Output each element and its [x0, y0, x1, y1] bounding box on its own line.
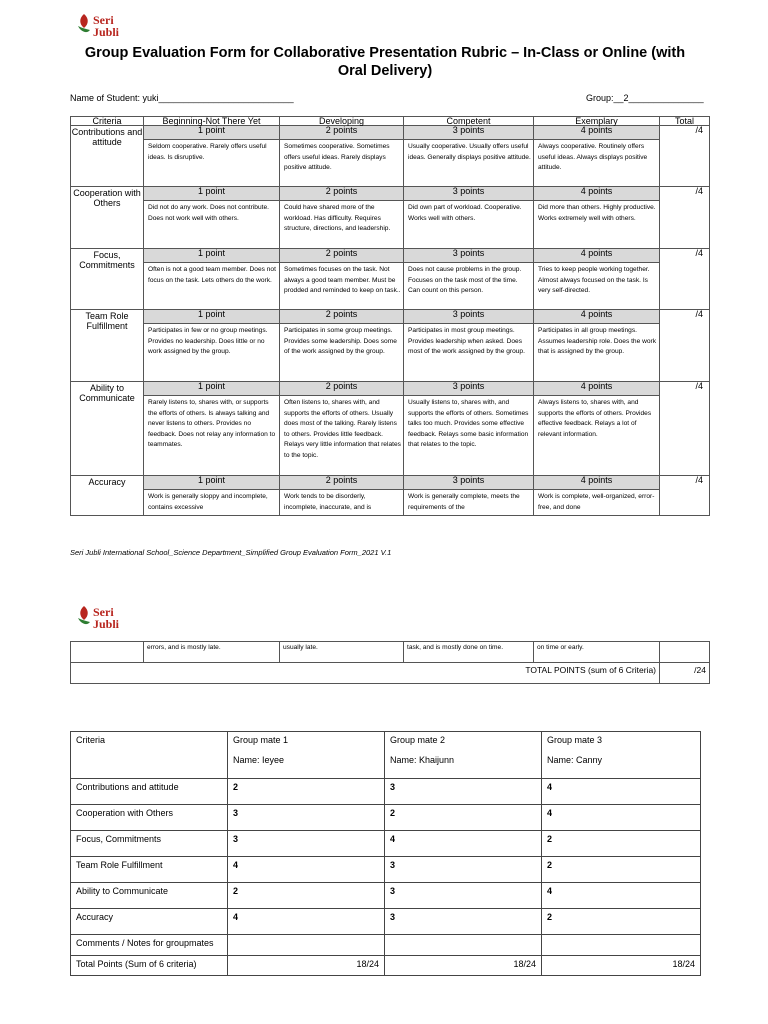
- score-cell: 4: [228, 857, 385, 883]
- descriptor-cell: errors, and is mostly late.: [144, 642, 280, 663]
- score-row: [71, 857, 701, 883]
- row-total: /4: [660, 249, 710, 310]
- comments-cell: [542, 935, 701, 956]
- points-cell: 1 point: [144, 249, 280, 263]
- row-total: /4: [660, 476, 710, 516]
- descriptor-cell: Participates in some group meetings. Provides some leadership. Does some of the work assigned by the group.: [280, 324, 404, 382]
- student-name-field: Name of Student: yuki___________________________: [70, 93, 294, 103]
- school-logo: [76, 12, 128, 42]
- points-cell: 1 point: [144, 310, 280, 324]
- criterion-label: Cooperation with Others: [71, 805, 228, 831]
- rubric-header-row: [71, 117, 710, 126]
- group-field: Group:__2_______________: [586, 93, 704, 103]
- criterion-label: Ability to Communicate: [71, 883, 228, 909]
- criterion-label: Focus, Commitments: [71, 249, 144, 310]
- rubric-desc-row: [71, 263, 710, 310]
- points-cell: 4 points: [534, 382, 660, 396]
- row-total: /4: [660, 187, 710, 249]
- points-cell: 4 points: [534, 126, 660, 140]
- descriptor-cell: Participates in most group meetings. Provides leadership when asked. Does most of the work assigned by the group.: [404, 324, 534, 382]
- criterion-label: Contributions and attitude: [71, 779, 228, 805]
- row-total: /4: [660, 126, 710, 187]
- row-total: /4: [660, 382, 710, 476]
- score-cell: 2: [228, 883, 385, 909]
- column-header: Total: [660, 117, 710, 126]
- descriptor-cell: Did not do any work. Does not contribute. Does not work well with others.: [144, 201, 280, 249]
- descriptor-cell: Usually cooperative. Usually offers useful ideas. Generally displays positive attitude.: [404, 140, 534, 187]
- points-cell: 1 point: [144, 126, 280, 140]
- descriptor-cell: [534, 490, 660, 516]
- footer-note: Seri Jubli International School_Science Department_Simplified Group Evaluation Form_2021 V.1: [70, 548, 392, 557]
- descriptor-cell: Sometimes cooperative. Sometimes offers useful ideas. Rarely displays positive attitude.: [280, 140, 404, 187]
- groupmate-name: Name: Canny: [547, 755, 603, 765]
- points-cell: 2 points: [280, 476, 404, 490]
- descriptor-cell: Participates in all group meetings. Assumes leadership role. Does the work that is assigned by the group.: [534, 324, 660, 382]
- column-header: Criteria: [71, 732, 228, 779]
- score-row: [71, 909, 701, 935]
- score-cell: 4: [542, 779, 701, 805]
- descriptor-cell: Did own part of workload. Cooperative. Works well with others.: [404, 201, 534, 249]
- total-points-value: /24: [660, 663, 710, 684]
- points-cell: 4 points: [534, 187, 660, 201]
- leaf-emblem-icon: [76, 604, 92, 630]
- points-cell: 3 points: [404, 382, 534, 396]
- logo-text-line1: Seri: [93, 13, 114, 27]
- total-cell: 18/24: [228, 956, 385, 976]
- points-cell: 1 point: [144, 382, 280, 396]
- score-cell: 2: [228, 779, 385, 805]
- column-header: Developing: [280, 117, 404, 126]
- points-cell: 3 points: [404, 249, 534, 263]
- rubric-points-row: [71, 310, 710, 324]
- descriptor-cell: [144, 490, 280, 516]
- score-cell: 2: [542, 831, 701, 857]
- points-cell: 2 points: [280, 187, 404, 201]
- points-cell: 1 point: [144, 187, 280, 201]
- score-row: [71, 831, 701, 857]
- total-cell: 18/24: [542, 956, 701, 976]
- descriptor-cell: [404, 490, 534, 516]
- score-cell: 4: [542, 883, 701, 909]
- groupmate-scores-table: [70, 731, 701, 976]
- descriptor-cell: usually late.: [280, 642, 404, 663]
- descriptor-cell: Does not cause problems in the group. Focuses on the task most of the time. Can count on this person.: [404, 263, 534, 310]
- criterion-label: Team Role Fulfillment: [71, 310, 144, 382]
- column-header: Exemplary: [534, 117, 660, 126]
- rubric-points-row: [71, 187, 710, 201]
- descriptor-cell: Often is not a good team member. Does not focus on the task. Lets others do the work.: [144, 263, 280, 310]
- rubric-points-row: [71, 382, 710, 396]
- comments-cell: [228, 935, 385, 956]
- points-cell: 2 points: [280, 249, 404, 263]
- score-row: [71, 779, 701, 805]
- descriptor-cell: Usually listens to, shares with, and supports the efforts of others. Sometimes talks too much. Provides some effective feedback. Relays some basic information that relates to the topic.: [404, 396, 534, 476]
- rubric-points-row: [71, 476, 710, 490]
- points-cell: 4 points: [534, 476, 660, 490]
- descriptor-cell: Sometimes focuses on the task. Not always a good team member. Must be prodded and reminded to keep on task..: [280, 263, 404, 310]
- descriptor-cell: Often listens to, shares with, and supports the efforts of others. Usually does most of the talking. Rarely listens to others. Provides little feedback. Relays very little information that relates to the topic.: [280, 396, 404, 476]
- total-label: Total Points (Sum of 6 criteria): [71, 956, 228, 976]
- score-cell: 3: [385, 909, 542, 935]
- empty-cell: [660, 642, 710, 663]
- descriptor-cell: Seldom cooperative. Rarely offers useful ideas. Is disruptive.: [144, 140, 280, 187]
- points-cell: 3 points: [404, 476, 534, 490]
- score-cell: 3: [228, 805, 385, 831]
- comments-cell: [385, 935, 542, 956]
- score-row: [71, 805, 701, 831]
- criterion-label: Accuracy: [71, 476, 144, 516]
- rubric-desc-row: [71, 140, 710, 187]
- score-cell: 4: [385, 831, 542, 857]
- rubric-desc-row: [71, 396, 710, 476]
- descriptor-cell: Did more than others. Highly productive. Works extremely well with others.: [534, 201, 660, 249]
- groupmate-header: [385, 732, 542, 779]
- groupmate-title: Group mate 2: [390, 735, 446, 745]
- points-cell: 3 points: [404, 126, 534, 140]
- groupmate-title: Group mate 1: [233, 735, 289, 745]
- total-points-row: [71, 663, 710, 684]
- continuation-row: [71, 642, 710, 663]
- comments-label: Comments / Notes for groupmates: [71, 935, 228, 956]
- page-title: Group Evaluation Form for Collaborative Presentation Rubric – In-Class or Online (with Oral Delivery): [84, 45, 686, 79]
- total-points-label: TOTAL POINTS (sum of 6 Criteria): [71, 663, 660, 684]
- descriptor-text: Work is generally sloppy and incomplete, contains excessive: [148, 493, 268, 511]
- points-cell: 2 points: [280, 310, 404, 324]
- groupmate-header: [228, 732, 385, 779]
- score-cell: 4: [228, 909, 385, 935]
- criterion-label: Focus, Commitments: [71, 831, 228, 857]
- points-cell: 1 point: [144, 476, 280, 490]
- descriptor-text: Work is generally complete, meets the requirements of the: [408, 493, 520, 511]
- score-row: [71, 883, 701, 909]
- groupmate-title: Group mate 3: [547, 735, 603, 745]
- score-cell: 3: [385, 779, 542, 805]
- rubric-table: [70, 116, 710, 516]
- comments-row: [71, 935, 701, 956]
- groupmate-total-row: [71, 956, 701, 976]
- row-total: /4: [660, 310, 710, 382]
- criterion-label: Cooperation with Others: [71, 187, 144, 249]
- points-cell: 3 points: [404, 310, 534, 324]
- points-cell: 4 points: [534, 249, 660, 263]
- logo-text-line2: Jubli: [93, 25, 120, 39]
- descriptor-cell: on time or early.: [534, 642, 660, 663]
- groupmate-header-row: [71, 732, 701, 779]
- descriptor-cell: Always cooperative. Routinely offers useful ideas. Always displays positive attitude.: [534, 140, 660, 187]
- score-cell: 3: [228, 831, 385, 857]
- column-header: Competent: [404, 117, 534, 126]
- points-cell: 3 points: [404, 187, 534, 201]
- criterion-label: Ability to Communicate: [71, 382, 144, 476]
- criterion-label: Contributions and attitude: [71, 126, 144, 187]
- descriptor-cell: [280, 490, 404, 516]
- column-header: Beginning-Not There Yet: [144, 117, 280, 126]
- groupmate-name: Name: Ieyee: [233, 755, 285, 765]
- descriptor-cell: Always listens to, shares with, and supports the efforts of others. Provides effective feedback. Relays a lot of relevant information.: [534, 396, 660, 476]
- score-cell: 2: [385, 805, 542, 831]
- rubric-desc-row: [71, 490, 710, 516]
- column-header: Criteria: [71, 117, 144, 126]
- rubric-points-row: [71, 126, 710, 140]
- score-cell: 3: [385, 857, 542, 883]
- total-cell: 18/24: [385, 956, 542, 976]
- score-cell: 2: [542, 909, 701, 935]
- descriptor-cell: Could have shared more of the workload. Has difficulty. Requires structure, directions, and leadership.: [280, 201, 404, 249]
- groupmate-header: [542, 732, 701, 779]
- rubric-desc-row: [71, 201, 710, 249]
- descriptor-cell: task, and is mostly done on time.: [404, 642, 534, 663]
- leaf-emblem-icon: [76, 12, 92, 38]
- logo-text-line2: Jubli: [93, 617, 120, 631]
- descriptor-cell: Rarely listens to, shares with, or supports the efforts of others. Is always talking and never listens to others. Provides no feedback. Does not relay any information to teammates.: [144, 396, 280, 476]
- rubric-desc-row: [71, 324, 710, 382]
- descriptor-text: Work tends to be disorderly, incomplete, inaccurate, and is: [284, 493, 372, 511]
- score-cell: 2: [542, 857, 701, 883]
- points-cell: 2 points: [280, 382, 404, 396]
- rubric-points-row: [71, 249, 710, 263]
- descriptor-text: Work is complete, well-organized, error-free, and done: [538, 493, 655, 511]
- criterion-label: Team Role Fulfillment: [71, 857, 228, 883]
- descriptor-cell: Participates in few or no group meetings. Provides no leadership. Does little or no work assigned by the group.: [144, 324, 280, 382]
- score-cell: 3: [385, 883, 542, 909]
- school-logo: [76, 604, 128, 634]
- criterion-label: Accuracy: [71, 909, 228, 935]
- score-cell: 4: [542, 805, 701, 831]
- descriptor-cell: Tries to keep people working together. Almost always focused on the task. Is very self-directed.: [534, 263, 660, 310]
- empty-cell: [71, 642, 144, 663]
- rubric-continuation-table: [70, 641, 710, 684]
- groupmate-name: Name: Khaijunn: [390, 755, 455, 765]
- points-cell: 2 points: [280, 126, 404, 140]
- logo-text-line1: Seri: [93, 605, 114, 619]
- points-cell: 4 points: [534, 310, 660, 324]
